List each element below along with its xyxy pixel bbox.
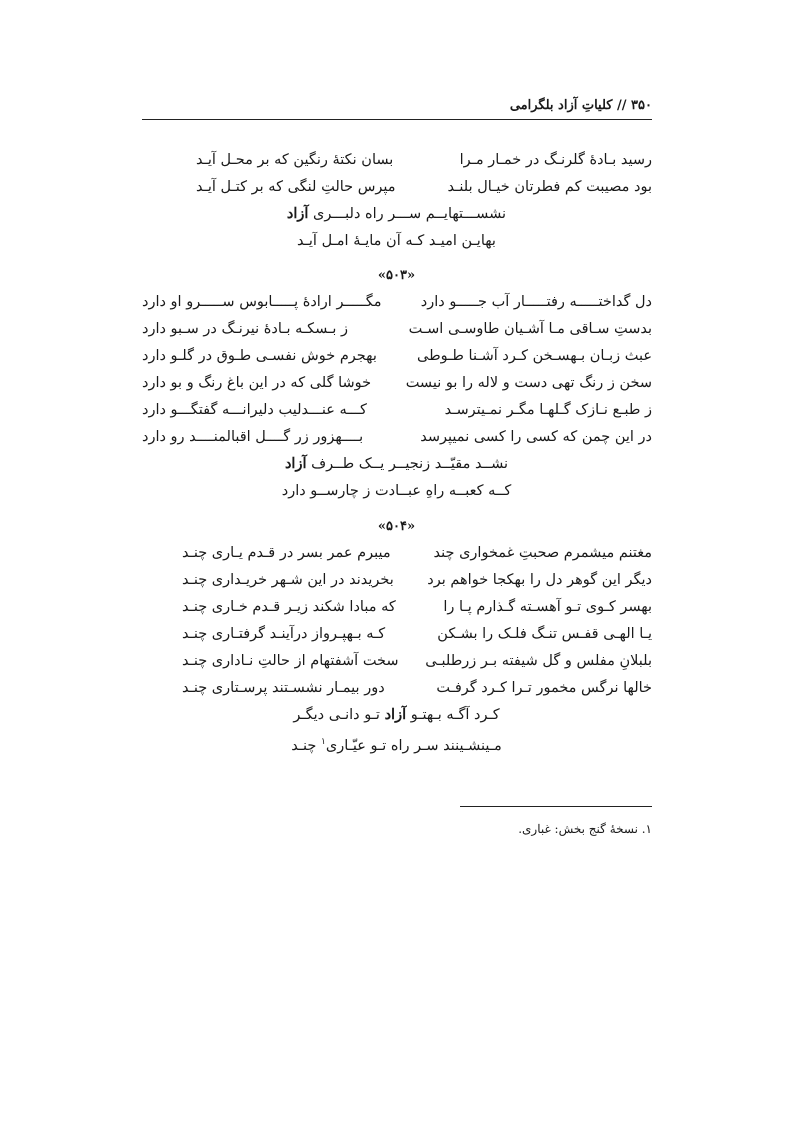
hemistich-right: یـا الهـی قفـس تنـگ فلـک را بشـکن [437,626,652,642]
hemistich-right: عبث زبـان بـهسـخن کـرد آشـنا طـوطی [417,348,652,364]
hemistich-left: بــــهزور زر گــــل اقبالمنــــد رو دارد [142,429,364,445]
poet-name: آزاد [284,455,307,472]
running-header [142,96,652,120]
hemistich-right: بهسر کـوی تـو آهسـته گـذارم پـا را [443,599,652,615]
closing-line: نشــد مقیّــد زنجیــر یــک طــرف آزاد [284,455,509,472]
poet-name: آزاد [286,205,309,222]
header-rule [142,119,652,120]
hemistich-left: مپرس حالتِ لنگی که بر کتـل آیـد [196,179,396,195]
poet-name: آزاد [384,706,407,723]
hemistich-left: بهجرم خوش نفسـی طـوق در گلـو دارد [142,348,377,364]
hemistich-left: که مبادا شکند زیـر قـدم خـاری چنـد [182,599,396,615]
footnote-marker: ۱ [321,737,326,747]
hemistich-right: بدستِ سـاقی مـا آشـیان طاوسـی اسـت [408,321,652,337]
hemistich-left: مگـــــر ارادۀ پـــــابوس ســـــرو او دارد [142,294,382,310]
poem-number: «۵۰۳» [377,268,416,283]
hemistich-right: بلبلانِ مفلس و گل شیفته بـر زرطلبـی [425,653,652,669]
hemistich-right: رسید بـادۀ گلرنـگ در خمـار مـرا [459,152,652,168]
closing-line: نشســـتهایــم ســـر راه دلبـــری آزاد [286,205,507,222]
hemistich-right: مغتنم میشمرم صحبتِ غمخواری چند [433,545,652,561]
hemistich-right: دیگر این گوهر دل را بهکجا خواهم برد [427,572,652,588]
closing-line: مـینشـینند سـر راه تـو عیّـاری$^۱$ چنـد [291,737,502,754]
book-title: کلیاتِ آزاد بلگرامی [509,98,613,113]
hemistich-right: بود مصیبت کم فطرتان خیـال بلنـد [447,179,652,195]
hemistich-right: سخن ز رنگ تهی دست و لاله را بو نیست [405,375,652,391]
hemistich-left: بخریدند در این شـهر خریـداری چنـد [182,572,394,588]
footnote: ۱. نسخۀ گنج بخش: غباری. [518,822,652,836]
hemistich-right: ز طبـع نـازک گـلهـا مگـر نمـیترسـد [444,402,652,418]
hemistich-right: خالها نرگس مخمور تـرا کـرد گرفـت [436,680,652,696]
page-number: ۳۵۰ [631,98,652,113]
header-text [510,98,652,113]
closing-line: کـرد آگـه بـهتـو آزاد تـو دانـی دیگـر [293,706,500,723]
closing-line: کــه کعبــه راهِ عبــادت ز چارســو دارد [281,483,512,499]
hemistich-left: کـــه عنـــدلیب دلیرانـــه گفتگـــو دارد [142,402,367,418]
hemistich-right: در این چمن که کسی را کسی نمیپرسد [420,429,652,445]
hemistich-left: بسان نکتۀ رنگین که بر محـل آیـد [196,152,394,168]
footnote-rule [460,806,652,807]
hemistich-left: کـه بـهپـرواز درآینـد گرفتـاری چنـد [182,626,386,642]
hemistich-left: دور بیمـار نشسـتند پرسـتاری چنـد [182,680,385,696]
header-separator: // [617,98,627,113]
hemistich-right: دل گداختـــــه رفتـــــار آب جـــــو دارد [420,294,652,310]
closing-line: بهایـن امیـد کـه آن مایـۀ امـل آیـد [297,233,496,249]
hemistich-left: میبرم عمر بسر در قـدم یـاری چنـد [182,545,391,561]
poem-number: «۵۰۴» [377,519,416,534]
hemistich-left: سخت آشفتهام از حالتِ نـاداری چنـد [182,653,399,669]
hemistich-left: خوشا گلی که در این باغ رنگ و بو دارد [142,375,372,391]
hemistich-left: ز بـسکـه بـادۀ نیرنـگ در سـبو دارد [142,321,349,337]
